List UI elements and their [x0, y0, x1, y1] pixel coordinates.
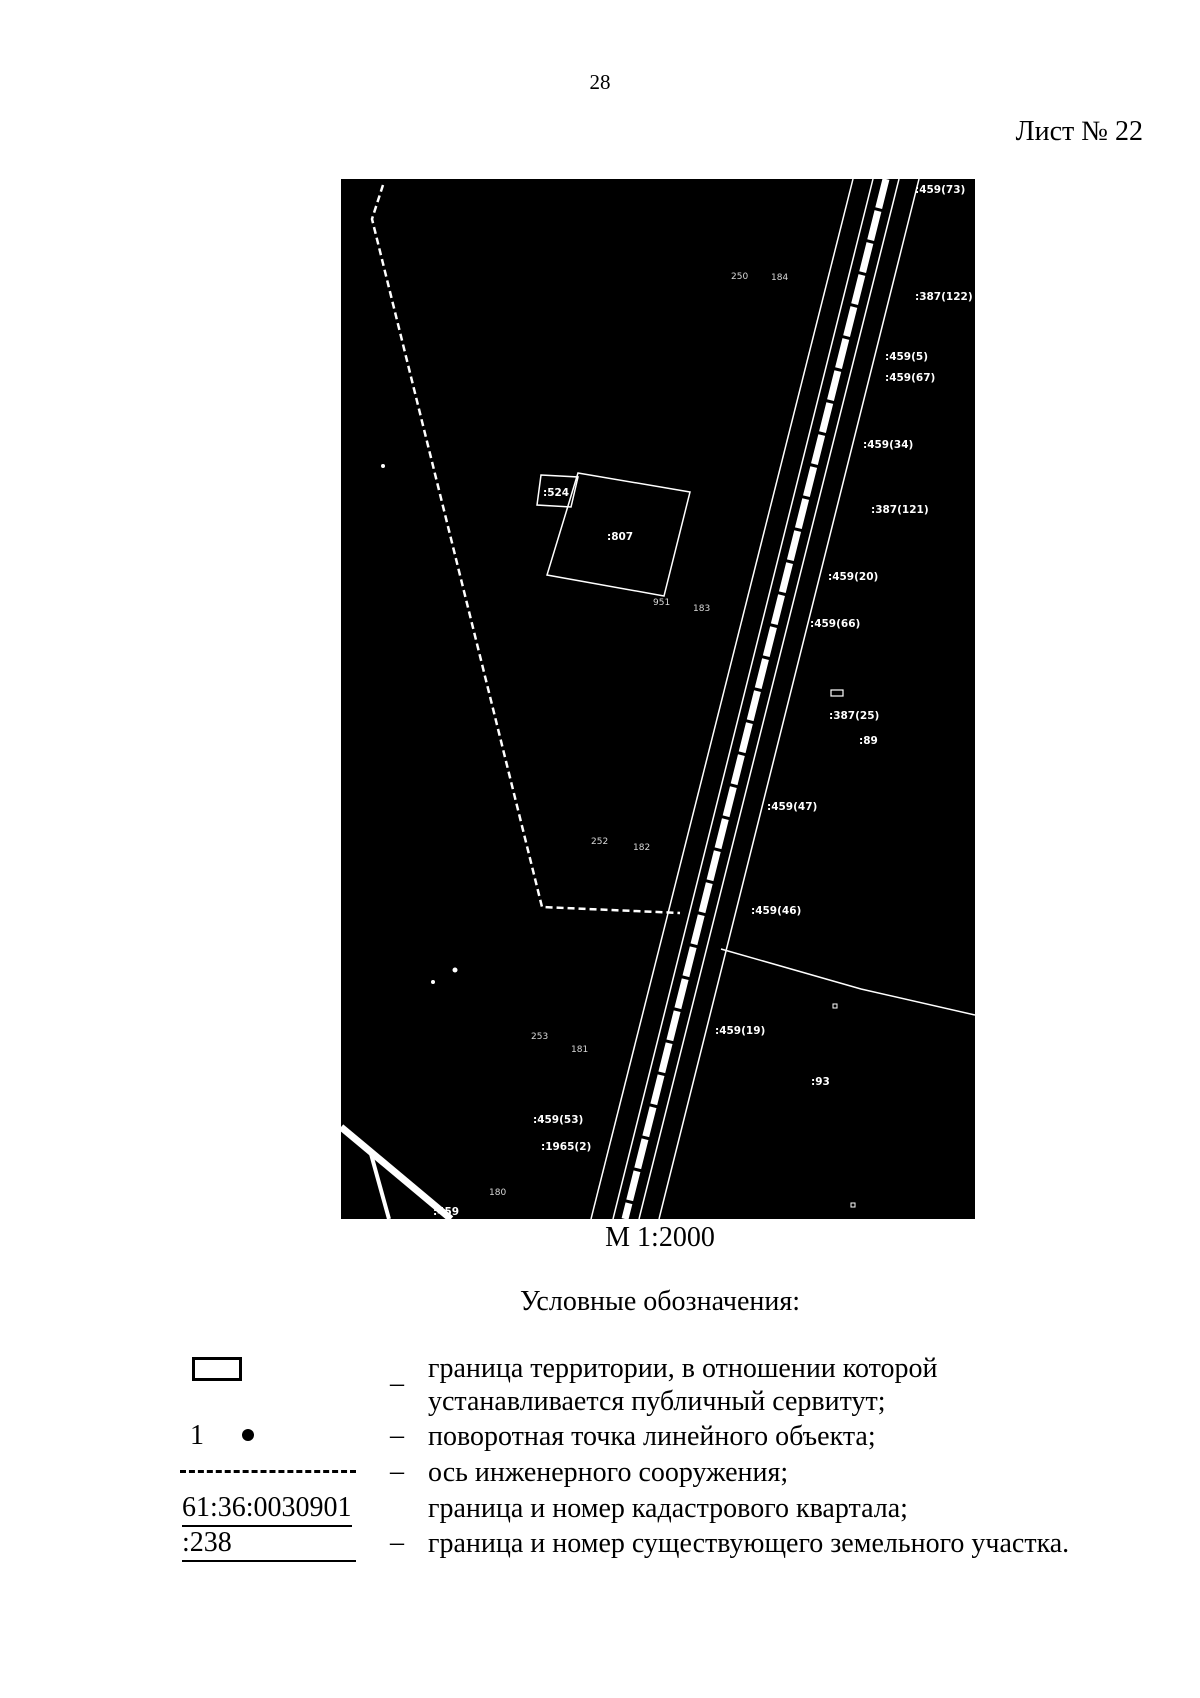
cadastral-quarter-number: 61:36:0030901 — [182, 1491, 352, 1527]
parcel-label: :459(20) — [828, 571, 879, 583]
parcel-label: :524 — [543, 487, 570, 499]
structure-axis-symbol — [180, 1470, 356, 1473]
parcel-label: :459(73) — [915, 184, 966, 196]
page-number: 28 — [589, 70, 611, 94]
parcel-label: 184 — [771, 273, 789, 283]
parcel-label: :387(122) — [915, 291, 973, 303]
turning-point-dot-icon — [242, 1429, 254, 1441]
map-scale: М 1:2000 — [605, 1222, 715, 1253]
parcel-label: :459(53) — [533, 1114, 584, 1126]
parcel-label: :459(34) — [863, 439, 914, 451]
sheet-label: Лист № 22 — [1015, 116, 1143, 147]
legend-dash: – — [390, 1456, 404, 1487]
parcel-label: 253 — [531, 1032, 549, 1042]
quarter-boundary — [721, 949, 975, 1015]
parcel-label: :459(66) — [810, 618, 861, 630]
legend-text: устанавливается публичный сервитут; — [428, 1386, 886, 1417]
legend-dash: – — [390, 1368, 404, 1399]
turning-point — [431, 980, 435, 984]
corridor-inner-left — [613, 179, 873, 1219]
parcel-label: 180 — [489, 1188, 507, 1198]
legend-text: граница территории, в отношении которой — [428, 1353, 938, 1384]
cadastral-map — [341, 179, 975, 1219]
legend-dash: – — [390, 1527, 404, 1558]
legend-text: ось инженерного сооружения; — [428, 1457, 789, 1488]
small-structure — [851, 1203, 855, 1207]
parcel-label: :459(46) — [751, 905, 802, 917]
legend-text: граница и номер существующего земельного участка. — [428, 1528, 1070, 1559]
legend-text: поворотная точка линейного объекта; — [428, 1421, 876, 1452]
parcel-label: :807 — [607, 531, 634, 543]
point-number: 1 — [190, 1420, 204, 1451]
parcel-label: 181 — [571, 1045, 589, 1055]
corridor-inner-right — [639, 179, 899, 1219]
parcel-label: 250 — [731, 272, 749, 282]
parcel-label: :93 — [811, 1076, 830, 1088]
parcel-label: :1965(2) — [541, 1141, 592, 1153]
legend-title: Условные обозначения: — [519, 1286, 801, 1317]
parcel-label: 182 — [633, 843, 651, 853]
map-canvas — [341, 179, 975, 1219]
turning-point — [453, 968, 458, 973]
legend-text: граница и номер кадастрового квартала; — [428, 1493, 908, 1524]
parcel-label: :459(67) — [885, 372, 936, 384]
parcel-label: :387(25) — [829, 710, 880, 722]
parcel-label: :459(19) — [715, 1025, 766, 1037]
structure-axis-line — [372, 185, 680, 913]
turning-point — [381, 464, 385, 468]
road-centerline — [625, 179, 886, 1219]
parcel-label: :459(47) — [767, 801, 818, 813]
small-structure — [831, 690, 843, 696]
parcel-label: 183 — [693, 604, 711, 614]
legend-dash: – — [390, 1420, 404, 1451]
parcel-label: :459(5) — [885, 351, 929, 363]
parcel-label: :459 — [433, 1206, 460, 1218]
servitude-boundary-symbol — [192, 1357, 242, 1381]
parcel-label: 951 — [653, 598, 671, 608]
parcel-label: 252 — [591, 837, 609, 847]
small-structure — [833, 1004, 837, 1008]
parcel-label: :89 — [859, 735, 878, 747]
corridor-outer-right — [659, 179, 919, 1219]
corridor-outer-left — [591, 179, 853, 1219]
land-parcel-number: :238 — [182, 1526, 356, 1562]
parcel-label: :387(121) — [871, 504, 929, 516]
